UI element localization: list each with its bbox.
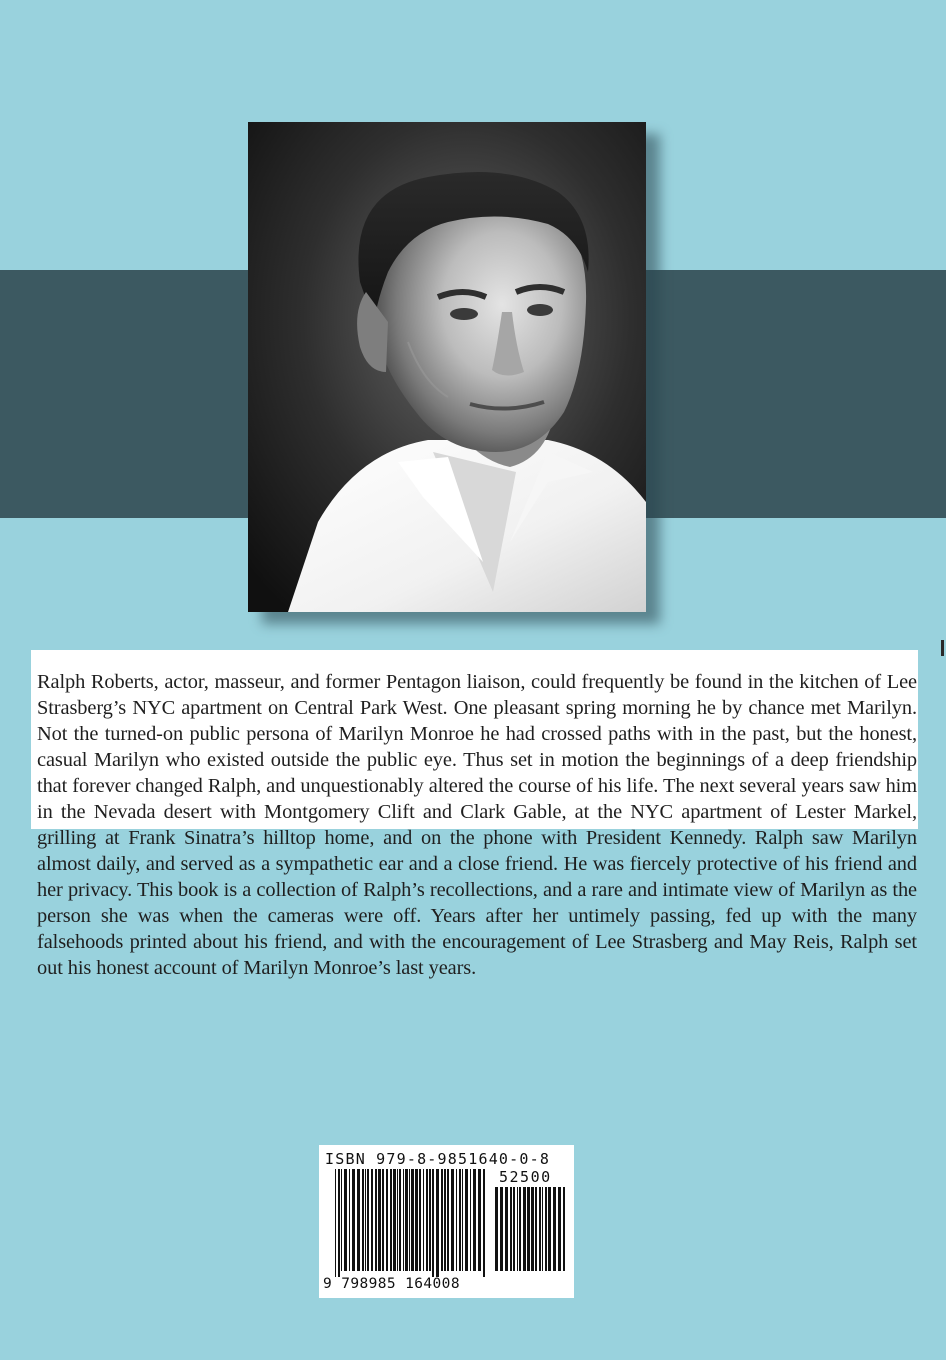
barcode-bar xyxy=(473,1169,476,1271)
barcode-bar xyxy=(523,1187,526,1271)
isbn-label: ISBN 979-8-9851640-0-8 xyxy=(325,1150,551,1168)
barcode-bar xyxy=(531,1187,534,1271)
barcode-bar xyxy=(399,1169,401,1271)
barcode-bar xyxy=(558,1187,561,1271)
barcode-bar xyxy=(495,1187,498,1271)
barcode-bar xyxy=(393,1169,396,1271)
barcode-bar xyxy=(527,1187,530,1271)
barcode-bar xyxy=(419,1169,421,1271)
barcode-bar xyxy=(545,1187,547,1271)
barcode-bar xyxy=(352,1169,355,1271)
barcode-bar xyxy=(517,1187,518,1271)
barcode-bar xyxy=(478,1169,481,1271)
barcode-bar xyxy=(563,1187,565,1271)
barcode-bar xyxy=(429,1169,431,1271)
barcode-bar xyxy=(357,1169,360,1271)
barcode-bar xyxy=(409,1169,410,1271)
barcode-bar xyxy=(548,1187,551,1271)
barcode-bar xyxy=(444,1169,446,1271)
barcode-bar xyxy=(367,1169,369,1271)
barcode-bar xyxy=(362,1169,364,1271)
blurb-panel xyxy=(31,650,918,979)
barcode-bar xyxy=(432,1169,434,1277)
barcode-bar xyxy=(375,1169,377,1271)
barcode-bar xyxy=(519,1187,521,1271)
barcode-bar xyxy=(426,1169,428,1271)
barcode-bar xyxy=(423,1169,424,1271)
barcode-bar xyxy=(513,1187,515,1271)
barcode-bar xyxy=(465,1169,468,1271)
edge-mark xyxy=(941,640,944,656)
ean-bars xyxy=(333,1169,489,1277)
barcode-bar xyxy=(397,1169,398,1271)
barcode-bar xyxy=(505,1187,508,1271)
book-description: Ralph Roberts, actor, masseur, and former Pentagon liaison, could frequently be found in the kitchen of Lee Strasberg’s NYC apartment on Central Park West. One pleasant spring morning he by chance met Marilyn. Not the turned-on public persona of Marilyn Monroe he had crossed paths with in the past, but the honest, casual Marilyn who existed outside the public eye. Thus set in motion the beginnings of a deep friendship that forever changed Ralph, and unquestionably altered the course of his life. The next several years saw him in the Nevada desert with Montgomery Clift and Clark Gable, at the NYC apartment of Lester Markel, grilling at Frank Sinatra’s hilltop home, and on the phone with President Kennedy. Ralph saw Marilyn almost daily, and served as a sympathetic ear and a close friend. He was fiercely protective of his friend and her privacy. This book is a collection of Ralph’s recollections, and a rare and intimate view of Marilyn as the person she was when the cameras were off. Years after her untimely passing, fed up with the many falsehoods printed about his friend, and with the encouragement of Lee Strasberg and May Reis, Ralph set out his honest account of Marilyn Monroe’s last years. xyxy=(37,671,917,979)
barcode-bar xyxy=(441,1169,443,1271)
barcode-bar xyxy=(470,1169,471,1271)
barcode-bar xyxy=(451,1169,454,1271)
barcode-bar xyxy=(462,1169,463,1271)
barcode-bar xyxy=(447,1169,449,1271)
barcode-bar xyxy=(390,1169,392,1271)
barcode-bar xyxy=(378,1169,381,1271)
barcode-bar xyxy=(338,1169,340,1277)
barcode-bar xyxy=(456,1169,457,1271)
barcode-bar xyxy=(341,1169,342,1271)
barcode-bar xyxy=(403,1169,404,1271)
barcode-bar xyxy=(459,1169,461,1271)
barcode-bar xyxy=(411,1169,414,1271)
barcode-bar xyxy=(371,1169,373,1271)
barcode-bar xyxy=(415,1169,418,1271)
barcode-bar xyxy=(483,1169,485,1277)
author-photo xyxy=(248,122,646,612)
barcode-bar xyxy=(553,1187,556,1271)
ean-digits: 9 798985 164008 xyxy=(323,1276,460,1292)
barcode-bar xyxy=(382,1169,384,1271)
barcode-bar xyxy=(335,1169,336,1277)
barcode-bar xyxy=(365,1169,366,1271)
barcode-bar xyxy=(436,1169,439,1277)
barcode-bar xyxy=(542,1187,543,1271)
isbn-barcode xyxy=(319,1145,574,1298)
barcode-bar xyxy=(386,1169,388,1271)
barcode-bar xyxy=(500,1187,503,1271)
barcode-bar xyxy=(405,1169,408,1271)
barcode-bar xyxy=(539,1187,541,1271)
price-code: 52500 xyxy=(499,1168,552,1186)
barcode-bar xyxy=(349,1169,350,1271)
addon-bars xyxy=(493,1187,567,1277)
portrait-image xyxy=(248,122,646,612)
barcode-bar xyxy=(510,1187,512,1271)
barcode-bar xyxy=(535,1187,537,1271)
barcode-bar xyxy=(344,1169,347,1271)
